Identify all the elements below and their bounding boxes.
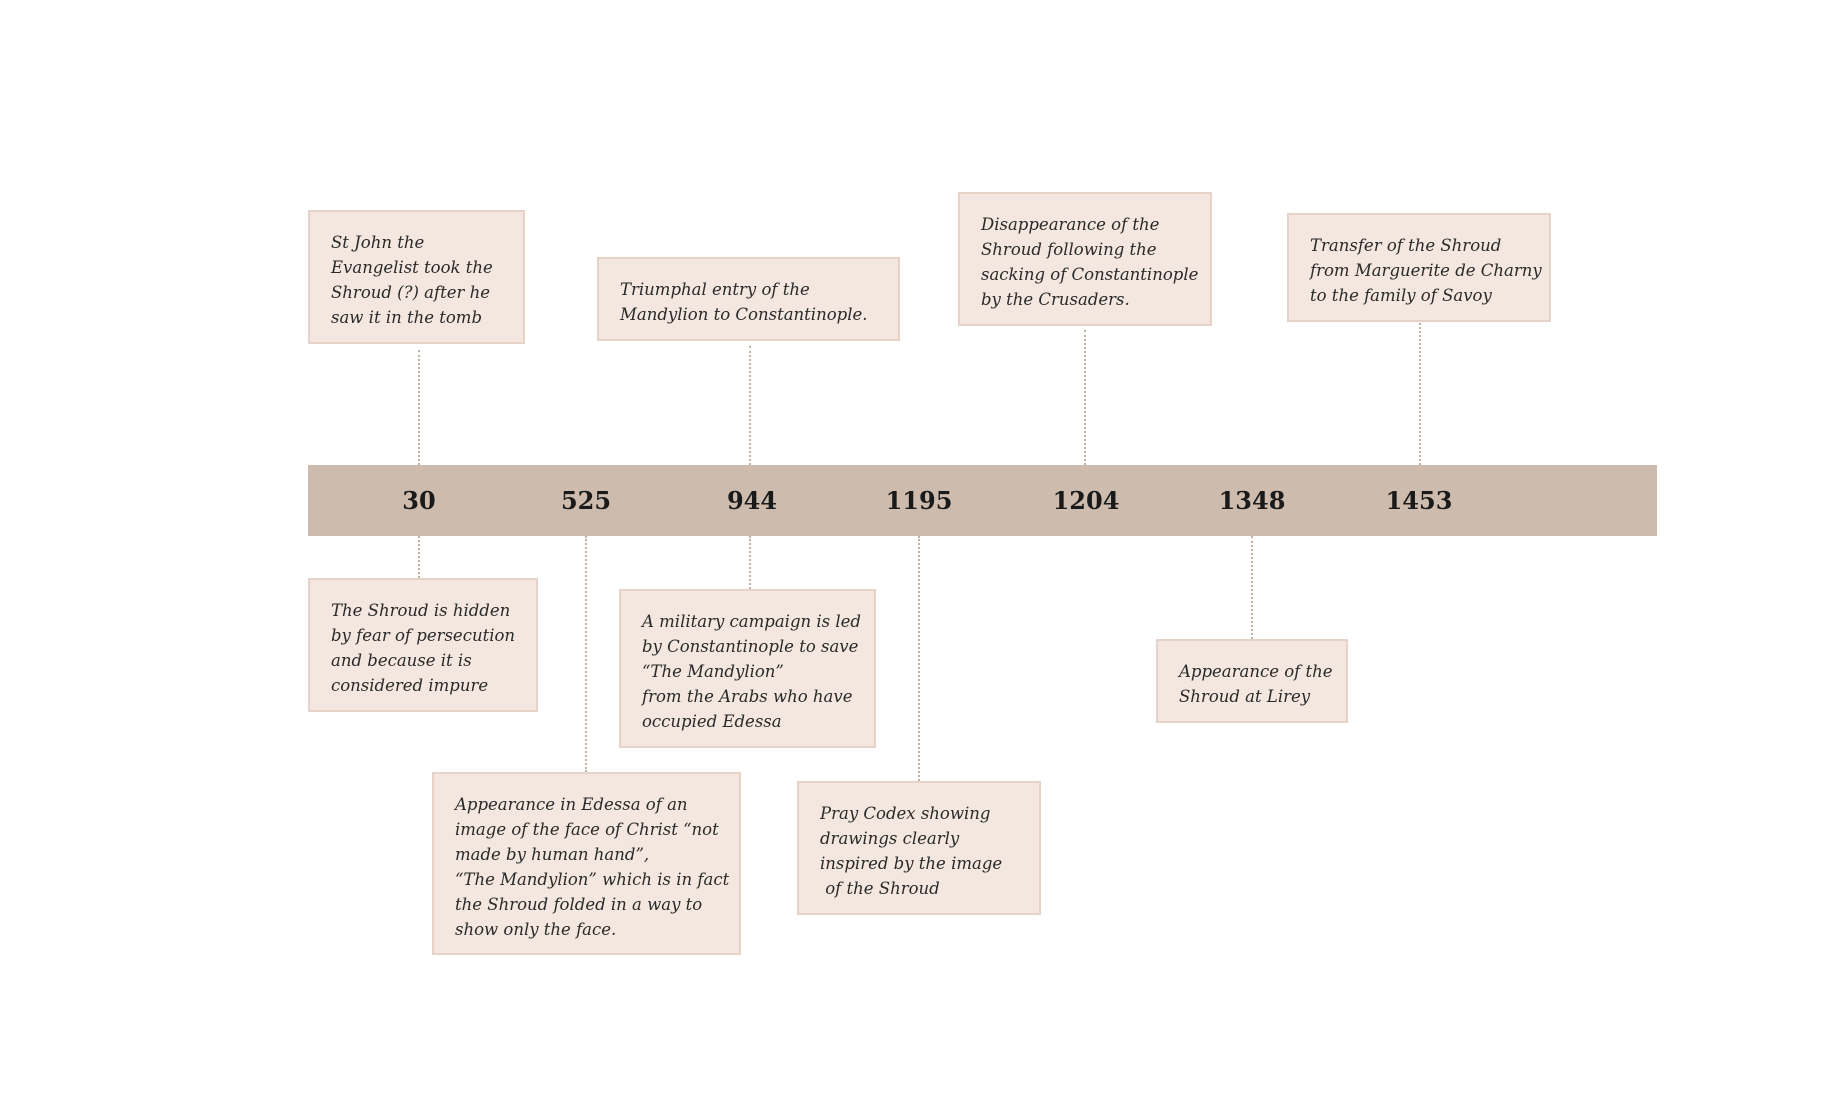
- event-box-1348-below: [1156, 639, 1348, 723]
- event-text-line: saw it in the tomb: [331, 308, 483, 327]
- event-box-944-above: [597, 257, 900, 341]
- connector-525-below: [585, 536, 587, 772]
- event-text-line: St John the: [331, 233, 425, 252]
- year-label-30: 30: [402, 486, 436, 515]
- event-box-1195-below: [797, 781, 1041, 915]
- event-text-line: image of the face of Christ “not: [455, 820, 719, 839]
- year-label-525: 525: [560, 486, 612, 515]
- connector-30-below: [418, 536, 420, 578]
- year-label-1453: 1453: [1385, 486, 1453, 515]
- event-text-line: Appearance of the: [1179, 662, 1333, 681]
- event-box-30-below: [308, 578, 538, 712]
- event-text-line: made by human hand”,: [455, 845, 650, 864]
- event-text-line: Shroud following the: [981, 240, 1157, 259]
- event-text-line: “The Mandylion” which is in fact: [455, 870, 730, 889]
- connector-30-above: [418, 350, 420, 465]
- event-box-525-below: [432, 772, 741, 955]
- event-text-line: The Shroud is hidden: [331, 601, 511, 620]
- year-label-1204: 1204: [1052, 486, 1120, 515]
- event-text-line: occupied Edessa: [642, 712, 782, 731]
- connector-944-below: [749, 536, 751, 589]
- event-text-line: Evangelist took the: [331, 258, 493, 277]
- connector-1195-below: [918, 536, 920, 781]
- year-label-1348: 1348: [1218, 486, 1286, 515]
- event-text-line: “The Mandylion”: [642, 662, 784, 681]
- event-text-line: Pray Codex showing: [820, 804, 991, 823]
- event-text-line: by the Crusaders.: [981, 290, 1130, 309]
- event-box-30-above: [308, 210, 525, 344]
- event-text-line: Shroud at Lirey: [1179, 687, 1311, 706]
- event-text-line: from the Arabs who have: [642, 687, 853, 706]
- connector-1348-below: [1251, 536, 1253, 639]
- event-text-line: inspired by the image: [820, 854, 1003, 873]
- event-text-line: of the Shroud: [820, 879, 940, 898]
- event-text-line: by fear of persecution: [331, 626, 516, 645]
- event-text-line: considered impure: [331, 676, 489, 695]
- connector-1204-above: [1084, 330, 1086, 465]
- event-box-1204-above: [958, 192, 1212, 326]
- event-text-line: the Shroud folded in a way to: [455, 895, 703, 914]
- event-text-line: sacking of Constantinople: [981, 265, 1199, 284]
- event-text-line: Appearance in Edessa of an: [455, 795, 688, 814]
- event-text-line: show only the face.: [455, 920, 617, 939]
- event-text-line: and because it is: [331, 651, 472, 670]
- event-text-line: A military campaign is led: [642, 612, 861, 631]
- event-text-line: Mandylion to Constantinople.: [620, 305, 868, 324]
- event-box-944-below: [619, 589, 876, 748]
- event-text-line: Shroud (?) after he: [331, 283, 491, 302]
- year-label-1195: 1195: [885, 486, 953, 515]
- event-text-line: Disappearance of the: [981, 215, 1160, 234]
- event-text-line: to the family of Savoy: [1310, 286, 1492, 305]
- event-box-1453-above: [1287, 213, 1551, 322]
- event-text-line: drawings clearly: [820, 829, 960, 848]
- event-text-line: Transfer of the Shroud: [1310, 236, 1502, 255]
- connector-1453-above: [1419, 323, 1421, 465]
- connector-944-above: [749, 346, 751, 465]
- event-text-line: Triumphal entry of the: [620, 280, 810, 299]
- event-text-line: from Marguerite de Charny: [1310, 261, 1542, 280]
- year-label-944: 944: [726, 486, 778, 515]
- event-text-line: by Constantinople to save: [642, 637, 859, 656]
